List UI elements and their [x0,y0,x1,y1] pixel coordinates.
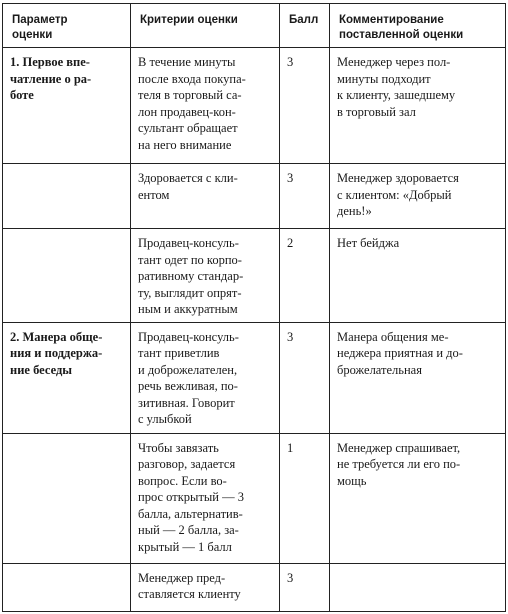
param-cell [3,229,131,323]
table-header-row [3,4,506,48]
comment-cell: Менеджер здоровается с клиентом: «Добрый день!» [330,164,506,229]
table-row [3,433,506,563]
header-score: Балл [280,4,330,48]
header-param: Параметр оценки [3,4,131,48]
criteria-cell: Менеджер пред- ставляется клиенту [131,563,280,611]
score-cell: 3 [280,48,330,164]
table-row [3,164,506,229]
param-cell [3,563,131,611]
score-cell: 3 [280,164,330,229]
criteria-cell: Продавец-консуль- тант одет по корпо- ративному стандар- ту, выглядит опрят- ным и аккуратным [131,229,280,323]
score-cell: 1 [280,433,330,563]
comment-cell: Нет бейджа [330,229,506,323]
criteria-cell: Здоровается с кли- ентом [131,164,280,229]
score-cell: 2 [280,229,330,323]
evaluation-table [2,3,506,612]
table-row [3,229,506,323]
criteria-cell: Чтобы завязать разговор, задается вопрос. Если во- прос открытый — 3 балла, альтернатив- ный — 2 балла, за- крытый — 1 балл [131,433,280,563]
param-cell: 1. Первое впе- чатление о ра- боте [3,48,131,164]
header-criteria: Критерии оценки [131,4,280,48]
score-cell: 3 [280,322,330,433]
param-cell [3,433,131,563]
criteria-cell: Продавец-консуль- тант приветлив и доброжелателен, речь вежливая, по- зитивная. Говорит с улыбкой [131,322,280,433]
comment-cell [330,563,506,611]
table-row [3,48,506,164]
param-cell: 2. Манера обще- ния и поддержа- ние беседы [3,322,131,433]
criteria-cell: В течение минуты после входа покупа- теля в торговый са- лон продавец-кон- сультант обращает на него внимание [131,48,280,164]
comment-cell: Менеджер спрашивает, не требуется ли его по- мощь [330,433,506,563]
table-row [3,563,506,611]
param-cell [3,164,131,229]
comment-cell: Манера общения ме- неджера приятная и до- брожелательная [330,322,506,433]
comment-cell: Менеджер через пол- минуты подходит к клиенту, зашедшему в торговый зал [330,48,506,164]
score-cell: 3 [280,563,330,611]
table-row [3,322,506,433]
header-comment: Комментирование поставленной оценки [330,4,506,48]
